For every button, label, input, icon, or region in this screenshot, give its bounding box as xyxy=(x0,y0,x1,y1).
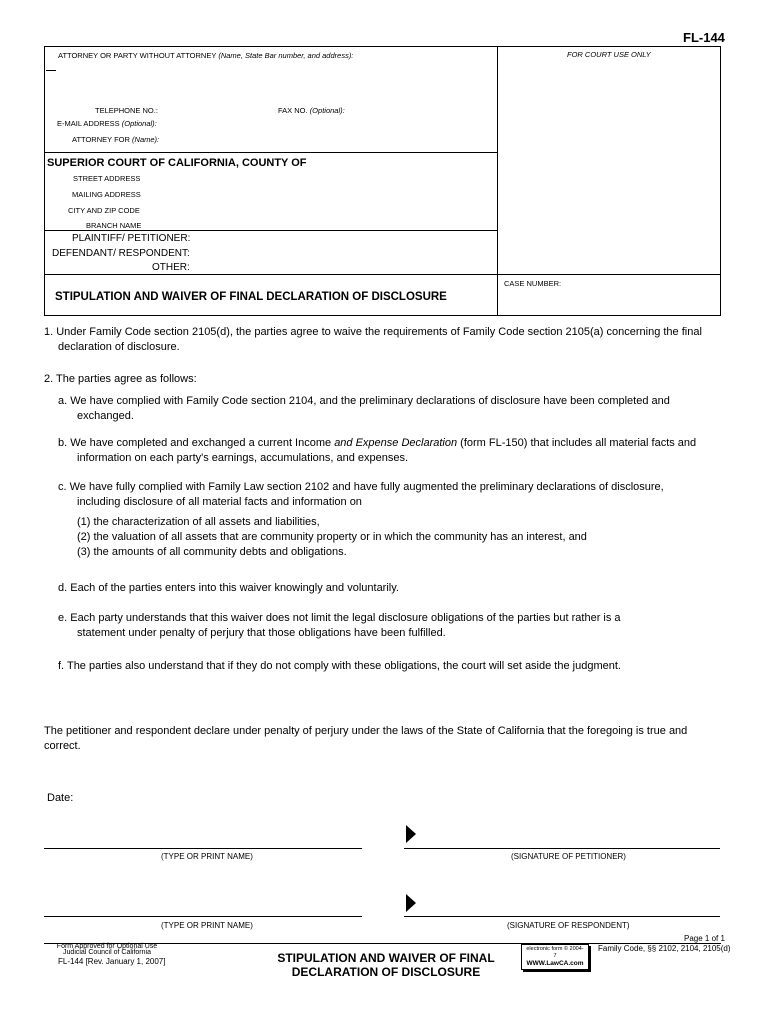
mailing-address-label: MAILING ADDRESS xyxy=(72,190,141,199)
item-2b: b. We have completed and exchanged a current Income and Expense Declaration (form FL-150) that includes all material facts and information on each party's earnings, accumulations, and expenses. xyxy=(58,437,697,464)
branch-name-label: BRANCH NAME xyxy=(86,221,142,230)
page-number: Page 1 of 1 xyxy=(684,934,725,943)
petitioner-signature-field[interactable] xyxy=(420,830,720,848)
email-field[interactable] xyxy=(140,117,490,129)
defendant-label: DEFENDANT/ RESPONDENT: xyxy=(52,248,190,259)
arrow-right-icon xyxy=(406,894,416,917)
telephone-field[interactable] xyxy=(158,104,268,116)
item-1: 1. Under Family Code section 2105(d), the parties agree to waive the requirements of Family Code section 2105(a) concerning the final declaration of disclosure. xyxy=(44,326,702,353)
street-address-field[interactable] xyxy=(142,172,492,184)
other-field[interactable] xyxy=(188,261,492,273)
telephone-label: TELEPHONE NO.: xyxy=(95,106,158,115)
court-title: SUPERIOR COURT OF CALIFORNIA, COUNTY OF xyxy=(47,157,307,169)
attorney-for-field[interactable] xyxy=(158,133,490,145)
declaration: The petitioner and respondent declare under penalty of perjury under the laws of the State of California that the foregoing is true and correct. xyxy=(44,725,688,752)
email-label: E-MAIL ADDRESS (Optional): xyxy=(57,119,157,128)
respondent-name-caption: (TYPE OR PRINT NAME) xyxy=(161,921,253,930)
branch-name-field[interactable] xyxy=(142,219,492,230)
city-zip-label: CITY AND ZIP CODE xyxy=(68,206,140,215)
caption-court-divider xyxy=(44,152,497,153)
caption-middle-divider xyxy=(497,46,498,316)
arrow-right-icon xyxy=(406,825,416,848)
item-2e: e. Each party understands that this waiver does not limit the legal disclosure obligations of the parties but rather is a statement under penalty of perjury that those obligations have been fulfilled. xyxy=(58,612,621,639)
case-number-label: CASE NUMBER: xyxy=(504,279,562,288)
date-label: Date: xyxy=(47,792,74,804)
petitioner-name-field[interactable] xyxy=(44,830,362,848)
court-use-label: FOR COURT USE ONLY xyxy=(567,50,651,59)
footer-code-ref: Family Code, §§ 2102, 2104, 2105(d) xyxy=(598,944,731,953)
footer-title: STIPULATION AND WAIVER OF FINAL DECLARATION OF DISCLOSURE xyxy=(277,951,495,979)
item-2d: d. Each of the parties enters into this waiver knowingly and voluntarily. xyxy=(58,582,399,594)
item-2c: c. We have fully complied with Family Law section 2102 and have fully augmented the preliminary declarations of disclosure, including disclosure of all material facts and information on (1) the characterization of all assets and liabilities, (2) the valuation of all assets that are community property or in which the community has an interest, and (3) the amounts of all community debts and obligations. xyxy=(58,481,664,558)
other-label: OTHER: xyxy=(152,262,190,273)
caption-parties-divider xyxy=(44,230,497,231)
attorney-for-label: ATTORNEY FOR (Name): xyxy=(72,135,160,144)
defendant-field[interactable] xyxy=(188,247,492,260)
respondent-name-field[interactable] xyxy=(44,898,362,916)
caption-top-border xyxy=(44,46,721,47)
attorney-label: ATTORNEY OR PARTY WITHOUT ATTORNEY (Name, State Bar number, and address): xyxy=(58,51,354,60)
plaintiff-field[interactable] xyxy=(188,232,492,245)
case-number-field[interactable] xyxy=(502,290,718,312)
petitioner-name-caption: (TYPE OR PRINT NAME) xyxy=(161,852,253,861)
plaintiff-label: PLAINTIFF/ PETITIONER: xyxy=(72,233,191,244)
form-number: FL-144 xyxy=(683,30,725,45)
caption-right-border xyxy=(720,46,721,316)
caption-bottom-border xyxy=(44,315,721,316)
item-2f: f. The parties also understand that if they do not comply with these obligations, the court will set aside the judgment. xyxy=(58,660,621,672)
lawca-badge[interactable]: electronic form © 2004- 7 WWW.LawCA.com xyxy=(521,944,589,970)
caption-title-divider xyxy=(44,274,721,275)
county-field[interactable] xyxy=(306,155,492,169)
item-2a: a. We have complied with Family Code section 2104, and the preliminary declarations of disclosure have been completed and exchanged. xyxy=(58,395,670,422)
fax-label: FAX NO. (Optional): xyxy=(278,106,345,115)
respondent-signature-caption: (SIGNATURE OF RESPONDENT) xyxy=(507,921,630,930)
caption-left-border xyxy=(44,46,45,316)
fax-field[interactable] xyxy=(344,104,492,116)
form-title: STIPULATION AND WAIVER OF FINAL DECLARATION OF DISCLOSURE xyxy=(55,291,447,303)
respondent-name-line xyxy=(44,916,362,917)
court-use-area xyxy=(500,62,718,272)
item-2: 2. The parties agree as follows: xyxy=(44,373,197,385)
attorney-name-tick xyxy=(46,70,56,71)
street-address-label: STREET ADDRESS xyxy=(73,174,141,183)
petitioner-signature-caption: (SIGNATURE OF PETITIONER) xyxy=(511,852,626,861)
attorney-name-address-field[interactable] xyxy=(56,60,492,100)
date-field[interactable] xyxy=(80,789,280,805)
mailing-address-field[interactable] xyxy=(142,188,492,200)
city-zip-field[interactable] xyxy=(142,204,492,216)
respondent-signature-field[interactable] xyxy=(420,898,720,916)
footer-revision: FL-144 [Rev. January 1, 2007] xyxy=(58,957,166,966)
footer-approval: Form Approved for Optional Use Judicial Council of California xyxy=(56,943,158,956)
petitioner-signature-line xyxy=(404,848,720,849)
petitioner-name-line xyxy=(44,848,362,849)
respondent-signature-line xyxy=(404,916,720,917)
